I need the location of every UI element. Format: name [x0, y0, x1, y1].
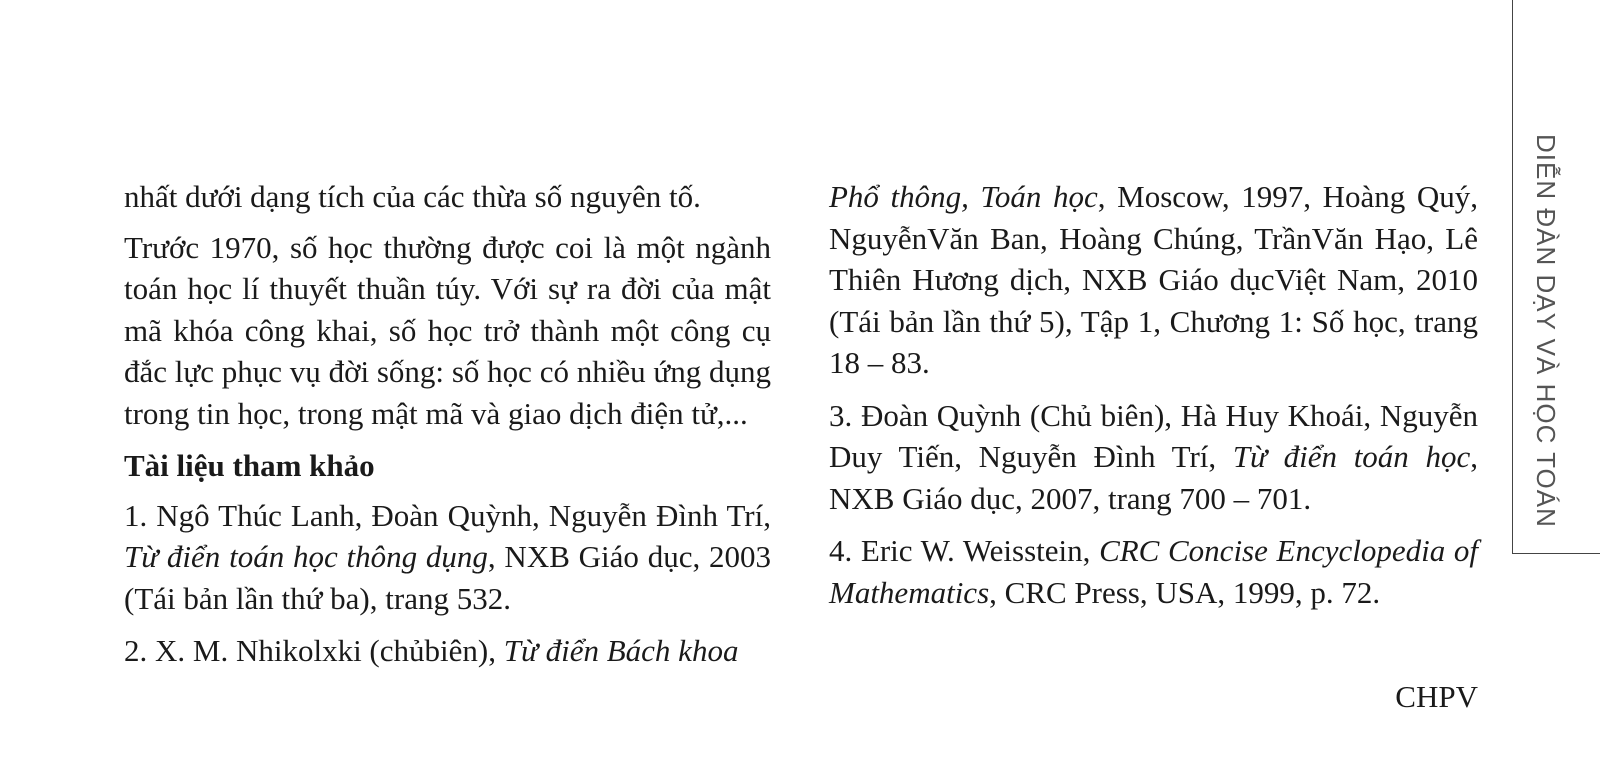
reference-1-publisher: , NXB Giáo dục, 2003 (Tái bản lần thứ ba), trang 532.	[124, 539, 771, 616]
reference-3-authors: 3. Đoàn Quỳnh (Chủ biên), Hà Huy Khoái, Nguyễn Duy Tiến, Nguyễn Đình Trí,	[829, 397, 1478, 474]
author-signature: CHPV	[1395, 679, 1478, 714]
reference-1	[124, 495, 771, 620]
reference-3	[829, 395, 1478, 520]
intro-paragraph-end: nhất dưới dạng tích của các thừa số nguyên tố.	[124, 179, 701, 214]
reference-2-title-start: Từ điển Bách khoa	[503, 633, 739, 668]
reference-4-title: CRC Concise Encyclopedia of Mathematics	[829, 533, 1478, 610]
references-heading: Tài liệu tham khảo	[124, 448, 375, 483]
left-column	[124, 176, 771, 683]
reference-2-authors: 2. X. M. Nhikolxki (chủbiên),	[124, 633, 504, 668]
reference-2-continued	[829, 176, 1478, 384]
reference-2-publisher: , Moscow, 1997, Hoàng Quý, NguyễnVăn Ban, Hoàng Chúng, TrầnVăn Hạo, Lê Thiên Hương dịch, NXB Giáo dụcViệt Nam, 2010 (Tái bản lần thứ 5), Tập 1, Chương 1: Số học, trang 18 – 83.	[829, 179, 1479, 380]
side-tab-label: DIỄN ĐÀN DẠY VÀ HỌC TOÁN	[1531, 134, 1561, 528]
reference-1-authors: 1. Ngô Thúc Lanh, Đoàn Quỳnh, Nguyễn Đình Trí,	[124, 497, 771, 533]
reference-3-publisher: , NXB Giáo dục, 2007, trang 700 – 701.	[829, 439, 1478, 516]
reference-3-title: Từ điển toán học	[1232, 439, 1471, 474]
right-column	[829, 176, 1478, 624]
reference-2-start	[124, 630, 771, 672]
reference-2-title-end: Phổ thông, Toán học	[829, 179, 1098, 214]
reference-4-authors: 4. Eric W. Weisstein,	[829, 533, 1100, 568]
history-paragraph: Trước 1970, số học thường được coi là một ngành toán học lí thuyết thuần túy. Với sự ra đời của mật mã khóa công khai, số học trở thành một công cụ đắc lực phục vụ đời sống: số học có nhiều ứng dụng trong tin học, trong mật mã và giao dịch điện tử,...	[124, 229, 771, 431]
reference-1-title: Từ điển toán học thông dụng	[124, 539, 488, 574]
reference-4	[829, 530, 1478, 613]
reference-4-publisher: , CRC Press, USA, 1999, p. 72.	[989, 574, 1381, 610]
